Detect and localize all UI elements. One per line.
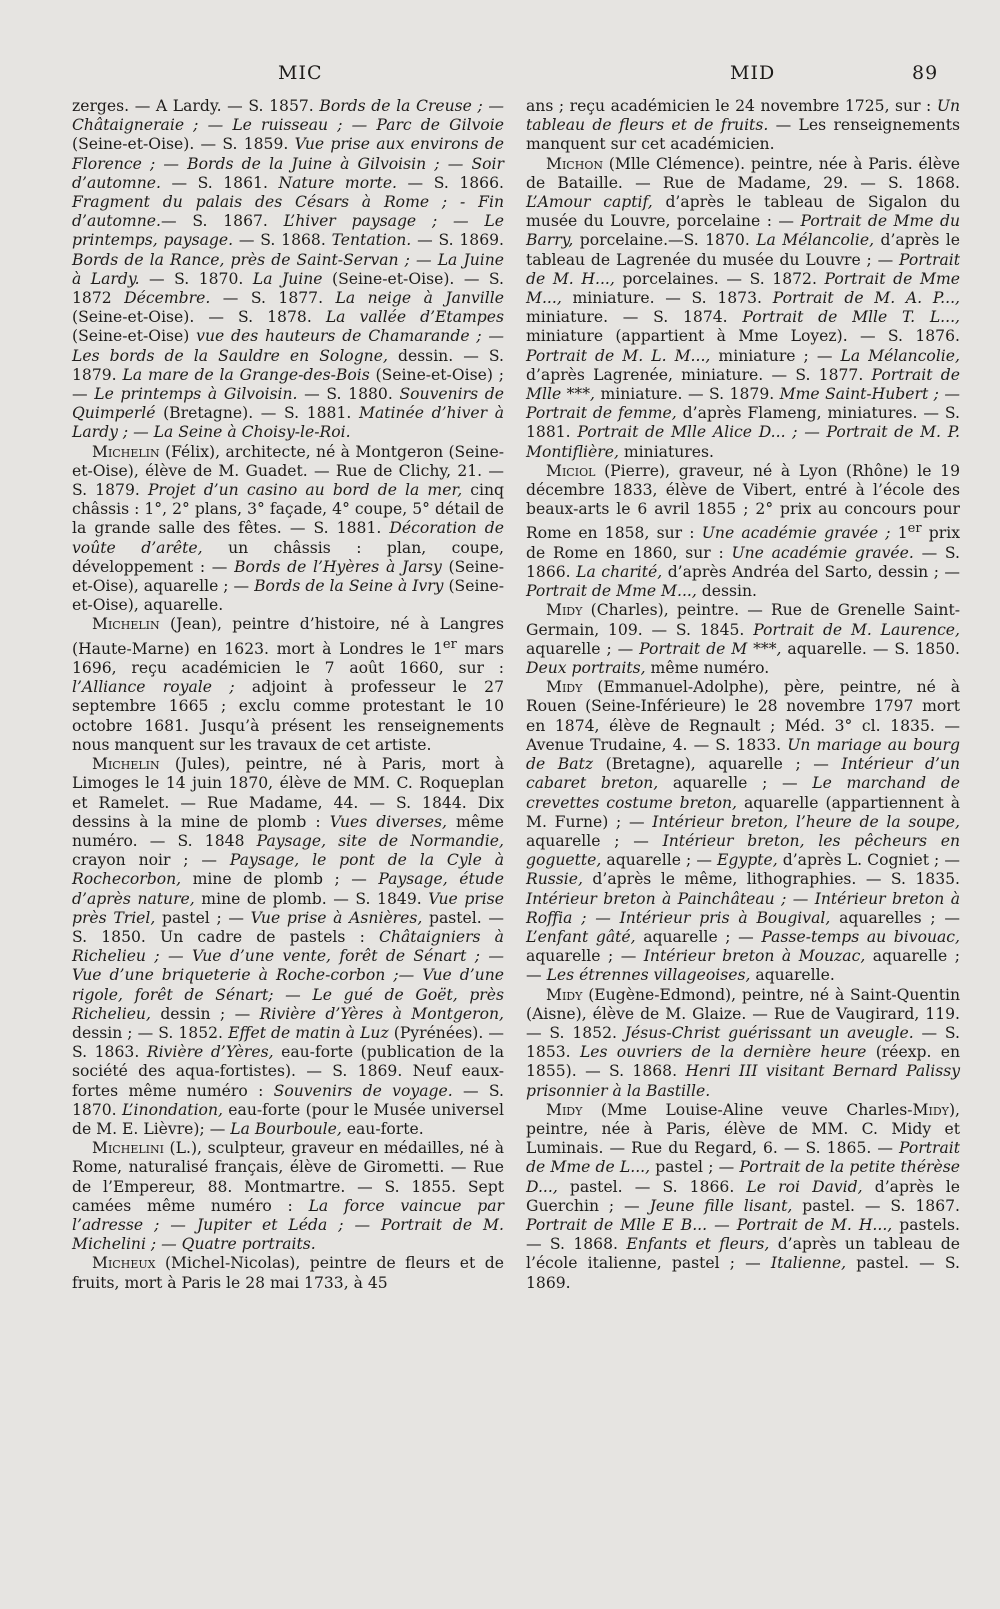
dictionary-entry: Michon (Mlle Clémence). peintre, née à Paris. élève de Bataille. — Rue de Madame, 29. — S. 1868. L’Amour captif, d’après le tableau de Sigalon du musée du Louvre, porcelaine : — Portrait de Mme du Barry, porcelaine.—S. 1870. La Mélancolie, d’après le tableau de Lagrenée du musée du Louvre ; — Portrait de M. H..., porcelaines. — S. 1872. Portrait de Mme M..., miniature. — S. 1873. Portrait de M. A. P..., miniature. — S. 1874. Portrait de Mlle T. L..., miniature (appartient à Mme Loyez). — S. 1876. Portrait de M. L. M..., miniature ; — La Mélancolie, d’après Lagrenée, miniature. — S. 1877. Portrait de Mlle ***, miniature. — S. 1879. Mme Saint-Hubert ; — Portrait de femme, d’après Flameng, miniatures. — S. 1881. Portrait de Mlle Alice D... ; — Portrait de M. P. Montiflière, miniatures. (526, 154, 961, 461)
page-number: 89 (912, 62, 939, 84)
running-head-center: MID (730, 62, 776, 84)
dictionary-entry: Midy (Eugène-Edmond), peintre, né à Saint-Quentin (Aisne), élève de M. Glaize. — Rue de Vaugirard, 119. — S. 1852. Jésus-Christ guérissant un aveugle. — S. 1853. Les ouvriers de la dernière heure (réexp. en 1855). — S. 1868. Henri III visitant Bernard Palissy prisonnier à la Bastille. (526, 985, 961, 1100)
dictionary-entry: Michelini (L.), sculpteur, graveur en médailles, né à Rome, naturalisé français, élève de Girometti. — Rue de l’Empereur, 88. Montmartre. — S. 1855. Sept camées même numéro : La force vaincue par l’adresse ; — Jupiter et Léda ; — Portrait de M. Michelini ; — Quatre portraits. (72, 1139, 504, 1254)
dictionary-entry: Micheux (Michel-Nicolas), peintre de fleurs et de fruits, mort à Paris le 28 mai 1733, à 45 (72, 1254, 504, 1292)
entry-continuation: zerges. — A Lardy. — S. 1857. Bords de la Creuse ; — Châtaigneraie ; — Le ruisseau ; — Parc de Gilvoie (Seine-et-Oise). — S. 1859. Vue prise aux environs de Florence ; — Bords de la Juine à Gilvoisin ; — Soir d’automne. — S. 1861. Nature morte. — S. 1866. Fragment du palais des Césars à Rome ; - Fin d’automne.— S. 1867. L’hiver paysage ; — Le printemps, paysage. — S. 1868. Tentation. — S. 1869. Bords de la Rance, près de Saint-Servan ; — La Juine à Lardy. — S. 1870. La Juine (Seine-et-Oise). — S. 1872 Décembre. — S. 1877. La neige à Janville (Seine-et-Oise). — S. 1878. La vallée d’Etampes (Seine-et-Oise) vue des hauteurs de Chamarande ; — Les bords de la Sauldre en Sologne, dessin. — S. 1879. La mare de la Grange-des-Bois (Seine-et-Oise) ; — Le printemps à Gilvoisin. — S. 1880. Souvenirs de Quimperlé (Bretagne). — S. 1881. Matinée d’hiver à Lardy ; — La Seine à Choisy-le-Roi. (72, 97, 505, 442)
dictionary-entry: Michelin (Félix), architecte, né à Montgeron (Seine-et-Oise), élève de M. Guadet. — Rue de Clichy, 21. — S. 1879. Projet d’un casino au bord de la mer, cinq châssis : 1°, 2° plans, 3° façade, 4° coupe, 5° détail de la grande salle des fêtes. — S. 1881. Décoration de voûte d’arête, un châssis : plan, coupe, développement : — Bords de l’Hyères à Jarsy (Seine-et-Oise), aquarelle ; — Bords de la Seine à Ivry (Seine-et-Oise), aquarelle. (72, 442, 505, 615)
dictionary-entry: Midy (Charles), peintre. — Rue de Grenelle Saint-Germain, 109. — S. 1845. Portrait de M. Laurence, aquarelle ; — Portrait de M ***, aquarelle. — S. 1850. Deux portraits, même numéro. (526, 601, 961, 678)
dictionary-entry: Michelin (Jules), peintre, né à Paris, mort à Limoges le 14 juin 1870, élève de MM. C. Roqueplan et Ramelet. — Rue Madame, 44. — S. 1844. Dix dessins à la mine de plomb : Vues diverses, même numéro. — S. 1848 Paysage, site de Normandie, crayon noir ; — Paysage, le pont de la Cyle à Rochecorbon, mine de plomb ; — Paysage, étude d’après nature, mine de plomb. — S. 1849. Vue prise près Triel, pastel ; — Vue prise à Asnières, pastel. — S. 1850. Un cadre de pastels : Châtaigniers à Richelieu ; — Vue d’une vente, forêt de Sénart ; — Vue d’une briqueterie à Roche-corbon ;— Vue d’une rigole, forêt de Sénart; — Le gué de Goët, près Richelieu, dessin ; — Rivière d’Yères à Montgeron, dessin ; — S. 1852. Effet de matin à Luz (Pyrénées). — S. 1863. Rivière d’Yères, eau-forte (publication de la société des aqua-fortistes). — S. 1869. Neuf eaux-fortes même numéro : Souvenirs de voyage. — S. 1870. L’inondation, eau-forte (pour le Musée universel de M. E. Lièvre); — La Bourboule, eau-forte. (72, 755, 505, 1138)
right-column (526, 97, 960, 1293)
dictionary-entry: Michelin (Jean), peintre d’histoire, né à Langres (Haute-Marne) en 1623. mort à Londres le 1er mars 1696, reçu académicien le 7 août 1660, sur : l’Alliance royale ; adjoint à professeur le 27 septembre 1665 ; exclu comme protestant le 10 octobre 1681. Jusqu’à présent les renseignements nous manquent sur les travaux de cet artiste. (72, 615, 504, 754)
running-head-left: MIC (278, 62, 323, 84)
dictionary-entry: Miciol (Pierre), graveur, né à Lyon (Rhône) le 19 décembre 1833, élève de Vibert, entré à l’école des beaux-arts le 6 avril 1855 ; 2° prix au concours pour Rome en 1858, sur : Une académie gravée ; 1er prix de Rome en 1860, sur : Une académie gravée. — S. 1866. La charité, d’après Andréa del Sarto, dessin ; — Portrait de Mme M..., dessin. (526, 461, 961, 601)
dictionary-entry: Midy (Emmanuel-Adolphe), père, peintre, né à Rouen (Seine-Inférieure) le 28 novembre 1797 mort en 1874, élève de Regnault ; Méd. 3° cl. 1835. — Avenue Trudaine, 4. — S. 1833. Un mariage au bourg de Batz (Bretagne), aquarelle ; — Intérieur d’un cabaret breton, aquarelle ; — Le marchand de crevettes costume breton, aquarelle (appartiennent à M. Furne) ; — Intérieur breton, l’heure de la soupe, aquarelle ; — Intérieur breton, les pêcheurs en goguette, aquarelle ; — Egypte, d’après L. Cogniet ; — Russie, d’après le même, lithographies. — S. 1835. Intérieur breton à Painchâteau ; — Intérieur breton à Roffia ; — Intérieur pris à Bougival, aquarelles ; — L’enfant gâté, aquarelle ; — Passe-temps au bivouac, aquarelle ; — Intérieur breton à Mouzac, aquarelle ; — Les étrennes villageoises, aquarelle. (526, 678, 961, 985)
left-column (72, 97, 504, 1293)
running-head (0, 62, 1000, 92)
entry-continuation: ans ; reçu académicien le 24 novembre 1725, sur : Un tableau de fleurs et de fruits. — Les renseignements manquent sur cet académicien. (526, 97, 960, 154)
dictionary-entry: Midy (Mme Louise-Aline veuve Charles-Midy), peintre, née à Paris, élève de MM. C. Midy et Luminais. — Rue du Regard, 6. — S. 1865. — Portrait de Mme de L..., pastel ; — Portrait de la petite thérèse D..., pastel. — S. 1866. Le roi David, d’après le Guerchin ; — Jeune fille lisant, pastel. — S. 1867. Portrait de Mlle E B... — Portrait de M. H..., pastels. — S. 1868. Enfants et fleurs, d’après un tableau de l’école italienne, pastel ; — Italienne, pastel. — S. 1869. (526, 1100, 960, 1292)
